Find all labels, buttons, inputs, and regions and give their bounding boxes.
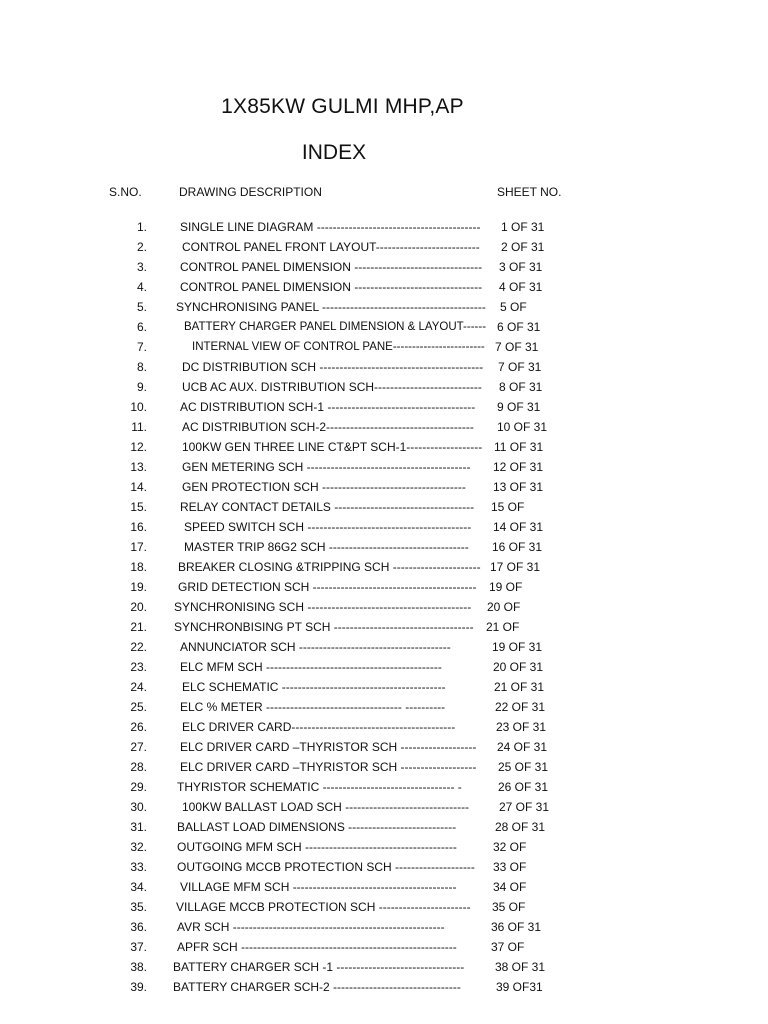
index-row xyxy=(0,377,768,397)
row-sno: 10. xyxy=(130,400,147,414)
index-row xyxy=(0,837,768,857)
row-description: CONTROL PANEL DIMENSION -------------------------------- xyxy=(180,260,483,274)
index-row xyxy=(0,777,768,797)
row-sheet-no: 38 OF 31 xyxy=(495,960,546,974)
row-sheet-no: 3 OF 31 xyxy=(499,260,543,274)
row-sheet-no: 15 OF xyxy=(491,500,525,514)
row-sno: 11. xyxy=(131,420,147,434)
index-row xyxy=(0,897,768,917)
index-row xyxy=(0,977,768,997)
row-description: BALLAST LOAD DIMENSIONS --------------------------- xyxy=(177,820,457,834)
row-sheet-no: 5 OF xyxy=(500,300,527,314)
index-row xyxy=(0,817,768,837)
column-header-sheet: SHEET NO. xyxy=(497,185,562,199)
row-sheet-no: 9 OF 31 xyxy=(497,400,541,414)
row-sno: 23. xyxy=(130,660,147,674)
row-description: DC DISTRIBUTION SCH ----------------------------------------- xyxy=(182,360,484,374)
row-sno: 38. xyxy=(130,960,147,974)
row-sno: 19. xyxy=(130,580,147,594)
row-sno: 20. xyxy=(130,600,147,614)
row-sheet-no: 21 OF 31 xyxy=(494,680,545,694)
index-row xyxy=(0,497,768,517)
row-description: OUTGOING MCCB PROTECTION SCH -------------------- xyxy=(177,860,475,874)
row-description: ELC % METER ---------------------------------- ---------- xyxy=(180,700,446,714)
row-sheet-no: 17 OF 31 xyxy=(490,560,541,574)
index-row xyxy=(0,737,768,757)
row-sheet-no: 11 OF 31 xyxy=(494,440,544,454)
row-description: GEN PROTECTION SCH ------------------------------------ xyxy=(182,480,466,494)
row-sheet-no: 21 OF xyxy=(486,620,520,634)
row-sheet-no: 7 OF 31 xyxy=(498,360,542,374)
row-description: BATTERY CHARGER SCH -1 -------------------------------- xyxy=(173,960,465,974)
row-sheet-no: 39 OF31 xyxy=(496,980,543,994)
document-title: 1X85KW GULMI MHP,AP xyxy=(221,95,464,118)
row-sheet-no: 26 OF 31 xyxy=(498,780,549,794)
row-sno: 14. xyxy=(130,480,147,494)
row-sno: 15. xyxy=(130,500,147,514)
row-description: GRID DETECTION SCH ----------------------------------------- xyxy=(178,580,477,594)
row-sno: 39. xyxy=(130,980,147,994)
row-sno: 25. xyxy=(130,700,147,714)
index-row xyxy=(0,577,768,597)
row-description: CONTROL PANEL DIMENSION -------------------------------- xyxy=(180,280,483,294)
row-description: BREAKER CLOSING &TRIPPING SCH ---------------------- xyxy=(178,560,481,574)
row-sno: 22. xyxy=(130,640,147,654)
row-sheet-no: 24 OF 31 xyxy=(497,740,548,754)
row-sno: 27. xyxy=(130,740,147,754)
index-row xyxy=(0,257,768,277)
index-row xyxy=(0,877,768,897)
row-sheet-no: 12 OF 31 xyxy=(493,460,544,474)
row-sno: 17. xyxy=(130,540,147,554)
index-row xyxy=(0,317,768,337)
row-description: OUTGOING MFM SCH -------------------------------------- xyxy=(177,840,457,854)
index-row xyxy=(0,337,768,357)
row-sno: 21. xyxy=(130,620,147,634)
row-sheet-no: 27 OF 31 xyxy=(499,800,550,814)
row-sno: 4. xyxy=(136,280,147,294)
row-description: ANNUNCIATOR SCH -------------------------------------- xyxy=(180,640,451,654)
row-sno: 37. xyxy=(130,940,147,954)
row-sheet-no: 22 OF 31 xyxy=(495,700,546,714)
row-sno: 26. xyxy=(130,720,147,734)
row-sheet-no: 6 OF 31 xyxy=(497,320,541,334)
row-sheet-no: 20 OF 31 xyxy=(493,660,544,674)
row-description: SYNCHRONBISING PT SCH ----------------------------------- xyxy=(174,620,474,634)
row-sheet-no: 28 OF 31 xyxy=(495,820,546,834)
row-description: 100KW BALLAST LOAD SCH ------------------------------- xyxy=(182,800,470,814)
index-heading: INDEX xyxy=(301,141,367,164)
row-sheet-no: 25 OF 31 xyxy=(498,760,549,774)
index-row xyxy=(0,477,768,497)
row-sno: 33. xyxy=(130,860,147,874)
index-row xyxy=(0,957,768,977)
row-description: ELC DRIVER CARD----------------------------------------- xyxy=(182,720,456,734)
index-row xyxy=(0,517,768,537)
row-sno: 30. xyxy=(130,800,147,814)
index-row xyxy=(0,357,768,377)
index-row xyxy=(0,657,768,677)
row-description: GEN METERING SCH ----------------------------------------- xyxy=(182,460,471,474)
row-sno: 6. xyxy=(136,320,147,334)
row-description: SPEED SWITCH SCH ----------------------------------------- xyxy=(184,520,472,534)
row-sheet-no: 36 OF 31 xyxy=(491,920,542,934)
row-sheet-no: 34 OF xyxy=(493,880,527,894)
row-sno: 36. xyxy=(130,920,147,934)
row-sno: 7. xyxy=(136,340,147,354)
row-sno: 31. xyxy=(130,820,147,834)
index-row xyxy=(0,917,768,937)
index-row xyxy=(0,797,768,817)
row-sheet-no: 35 OF xyxy=(492,900,526,914)
row-description: BATTERY CHARGER PANEL DIMENSION & LAYOUT------ xyxy=(184,321,487,333)
row-sheet-no: 7 OF 31 xyxy=(495,340,539,354)
row-description: CONTROL PANEL FRONT LAYOUT-------------------------- xyxy=(182,240,480,254)
row-description: INTERNAL VIEW OF CONTROL PANE------------------------ xyxy=(192,341,485,353)
row-description: SINGLE LINE DIAGRAM ----------------------------------------- xyxy=(180,220,481,234)
row-sno: 1. xyxy=(136,220,147,234)
row-sno: 2. xyxy=(136,240,147,254)
row-description: ELC SCHEMATIC ----------------------------------------- xyxy=(182,680,446,694)
index-row xyxy=(0,397,768,417)
index-row xyxy=(0,237,768,257)
index-row xyxy=(0,637,768,657)
row-sheet-no: 19 OF xyxy=(489,580,523,594)
row-description: APFR SCH ------------------------------------------------------ xyxy=(177,940,457,954)
row-sno: 34. xyxy=(130,880,147,894)
column-header-sno: S.NO. xyxy=(109,185,142,199)
row-description: VILLAGE MCCB PROTECTION SCH ----------------------- xyxy=(176,900,471,914)
row-sheet-no: 32 OF xyxy=(493,840,527,854)
row-description: AC DISTRIBUTION SCH-2------------------------------------- xyxy=(182,420,474,434)
index-row xyxy=(0,597,768,617)
row-sno: 35. xyxy=(130,900,147,914)
row-sheet-no: 16 OF 31 xyxy=(492,540,543,554)
row-sheet-no: 4 OF 31 xyxy=(499,280,543,294)
row-sno: 8. xyxy=(136,360,147,374)
row-description: ELC MFM SCH -------------------------------------------- xyxy=(180,660,442,674)
index-row xyxy=(0,217,768,237)
row-description: MASTER TRIP 86G2 SCH ----------------------------------- xyxy=(184,540,469,554)
row-sheet-no: 33 OF xyxy=(493,860,527,874)
row-description: AVR SCH ----------------------------------------------------- xyxy=(177,920,445,934)
row-sno: 28. xyxy=(130,760,147,774)
row-description: BATTERY CHARGER SCH-2 -------------------------------- xyxy=(173,980,461,994)
row-description: 100KW GEN THREE LINE CT&PT SCH-1------------------- xyxy=(182,440,483,454)
index-row xyxy=(0,677,768,697)
index-row xyxy=(0,437,768,457)
index-row xyxy=(0,857,768,877)
row-sno: 18. xyxy=(130,560,147,574)
row-sheet-no: 1 OF 31 xyxy=(501,220,545,234)
row-sno: 13. xyxy=(130,460,147,474)
index-row xyxy=(0,557,768,577)
row-sno: 5. xyxy=(136,300,147,314)
index-row xyxy=(0,457,768,477)
row-description: UCB AC AUX. DISTRIBUTION SCH--------------------------- xyxy=(182,380,482,394)
row-sno: 9. xyxy=(136,380,147,394)
index-row xyxy=(0,537,768,557)
row-description: SYNCHRONISING PANEL ----------------------------------------- xyxy=(176,300,486,314)
row-sno: 29. xyxy=(130,780,147,794)
row-description: ELC DRIVER CARD –THYRISTOR SCH ------------------- xyxy=(180,740,477,754)
row-description: RELAY CONTACT DETAILS ----------------------------------- xyxy=(180,500,475,514)
row-sno: 24. xyxy=(130,680,147,694)
index-row xyxy=(0,277,768,297)
row-sheet-no: 10 OF 31 xyxy=(497,420,548,434)
row-description: SYNCHRONISING SCH ----------------------------------------- xyxy=(174,600,472,614)
row-sheet-no: 2 OF 31 xyxy=(501,240,545,254)
row-sno: 12. xyxy=(130,440,147,454)
row-sheet-no: 23 OF 31 xyxy=(496,720,547,734)
row-sheet-no: 14 OF 31 xyxy=(493,520,544,534)
row-sno: 16. xyxy=(130,520,147,534)
column-header-description: DRAWING DESCRIPTION xyxy=(179,185,322,199)
index-row xyxy=(0,717,768,737)
row-description: VILLAGE MFM SCH ----------------------------------------- xyxy=(180,880,457,894)
row-sno: 3. xyxy=(136,260,147,274)
index-row xyxy=(0,757,768,777)
index-row xyxy=(0,297,768,317)
row-sheet-no: 19 OF 31 xyxy=(492,640,543,654)
row-sheet-no: 13 OF 31 xyxy=(493,480,544,494)
index-row xyxy=(0,417,768,437)
row-sheet-no: 8 OF 31 xyxy=(499,380,543,394)
row-sheet-no: 20 OF xyxy=(487,600,521,614)
index-row xyxy=(0,617,768,637)
index-row xyxy=(0,697,768,717)
row-sno: 32. xyxy=(130,840,147,854)
row-description: AC DISTRIBUTION SCH-1 ------------------------------------- xyxy=(180,400,476,414)
index-row xyxy=(0,937,768,957)
row-sheet-no: 37 OF xyxy=(491,940,525,954)
row-description: THYRISTOR SCHEMATIC --------------------------------- - xyxy=(177,780,462,794)
row-description: ELC DRIVER CARD –THYRISTOR SCH ------------------- xyxy=(180,760,477,774)
